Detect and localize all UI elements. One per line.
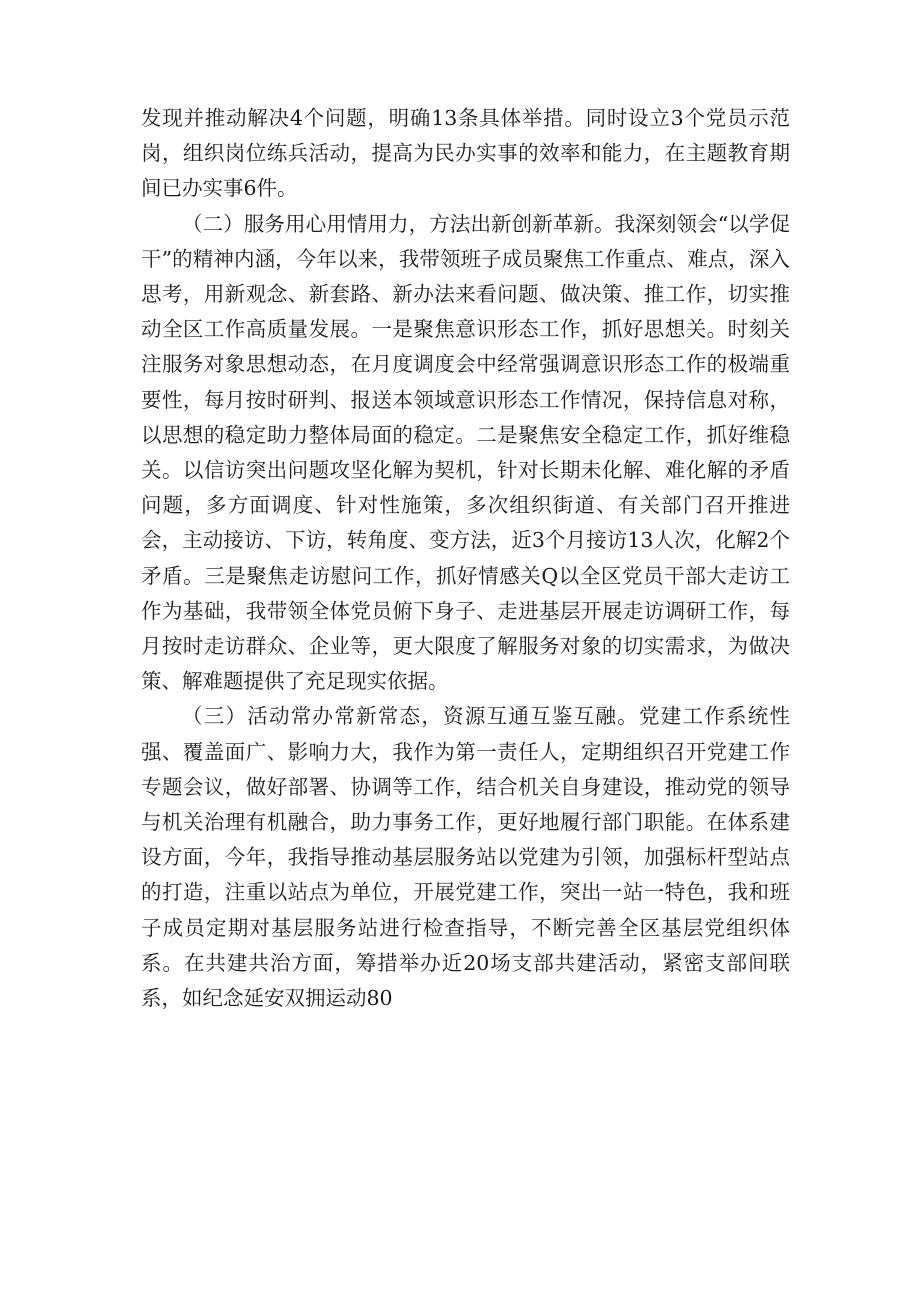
paragraph-section-two: （二）服务用心用情用力，方法出新创新革新。我深刻领会“以学促干”的精神内涵，今年以来，我带领班子成员聚焦工作重点、难点，深入思考，用新观念、新套路、新办法来看问题、做决策、推工作，切实推动全区工作高质量发展。一是聚焦意识形态工作，抓好思想关。时刻关注服务对象思想动态，在月度调度会中经常强调意识形态工作的极端重要性，每月按时研判、报送本领域意识形态工作情况，保持信息对称，以思想的稳定助力整体局面的稳定。二是聚焦安全稳定工作，抓好维稳关。以信访突出问题攻坚化解为契机，针对长期未化解、难化解的矛盾问题，多方面调度、针对性施策，多次组织街道、有关部门召开推进会，主动接访、下访，转角度、变方法，近3个月接访13人次，化解2个矛盾。三是聚焦走访慰问工作，抓好情感关Q以全区党员干部大走访工作为基础，我带领全体党员俯下身子、走进基层开展走访调研工作，每月按时走访群众、企业等，更大限度了解服务对象的切实需求，为做决策、解难题提供了充足现实依据。 (141, 211, 790, 694)
document-body (141, 101, 790, 1016)
paragraph-section-three: （三）活动常办常新常态，资源互通互鉴互融。党建工作系统性强、覆盖面广、影响力大，我作为第一责任人，定期组织召开党建工作专题会议，做好部署、协调等工作，结合机关自身建设，推动党的领导与机关治理有机融合，助力事务工作，更好地履行部门职能。在体系建设方面，今年，我指导推动基层服务站以党建为引领，加强标杆型站点的打造，注重以站点为单位，开展党建工作，突出一站一特色，我和班子成员定期对基层服务站进行检查指导，不断完善全区基层党组织体系。在共建共治方面，筹措举办近20场支部共建活动，紧密支部间联系，如纪念延安双拥运动80 (141, 704, 790, 1011)
paragraph-continuation: 发现并推动解决4个问题，明确13条具体举措。同时设立3个党员示范岗，组织岗位练兵活动，提高为民办实事的效率和能力，在主题教育期间已办实事6件。 (141, 106, 790, 201)
